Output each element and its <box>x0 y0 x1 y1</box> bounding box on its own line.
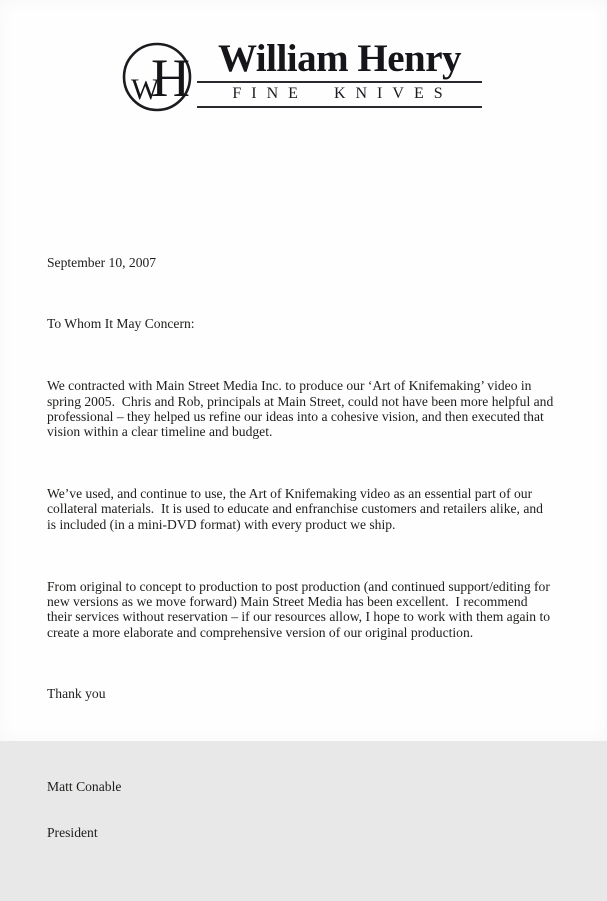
paragraph-1: We contracted with Main Street Media Inc. to produce our ‘Art of Knifemaking’ video in spring 2005. Chris and Rob, principals at Main Street, could not have been more helpful and professional – they helped us refine our ideas into a cohesive vision, and then executed that vision within a clear timeline and budget. <box>47 378 557 440</box>
letter-date: September 10, 2007 <box>47 254 157 270</box>
monogram-letter-h: H <box>151 48 190 108</box>
brand-text-block <box>197 38 482 108</box>
salutation: To Whom It May Concern: <box>47 316 195 332</box>
brand-tagline: FINE KNIVES <box>232 85 453 102</box>
signature-title: President <box>47 824 98 840</box>
paragraph-2: We’ve used, and continue to use, the Art of Knifemaking video as an essential part of our collateral materials. It is used to educate and enfranchise customers and retailers alike, and is included (in a mini-DVD format) with every product we ship. <box>47 486 547 532</box>
signature-block <box>47 748 555 870</box>
brand-name: William Henry <box>217 37 462 80</box>
signature-name: Matt Conable <box>47 778 122 794</box>
monogram-letter-w: W <box>131 73 160 106</box>
letterhead <box>0 0 607 130</box>
brand-rule-bottom <box>197 106 482 108</box>
wh-monogram-logo <box>120 36 202 120</box>
paragraph-3: From original to concept to production to post production (and continued support/editing for new versions as we move forward) Main Street Media has been excellent. I recommend their services without reservation – if our resources allow, I hope to work with them again to create a more elaborate and comprehensive version of our original production. <box>47 578 554 640</box>
letter-body <box>47 224 555 901</box>
closing: Thank you <box>47 686 106 702</box>
